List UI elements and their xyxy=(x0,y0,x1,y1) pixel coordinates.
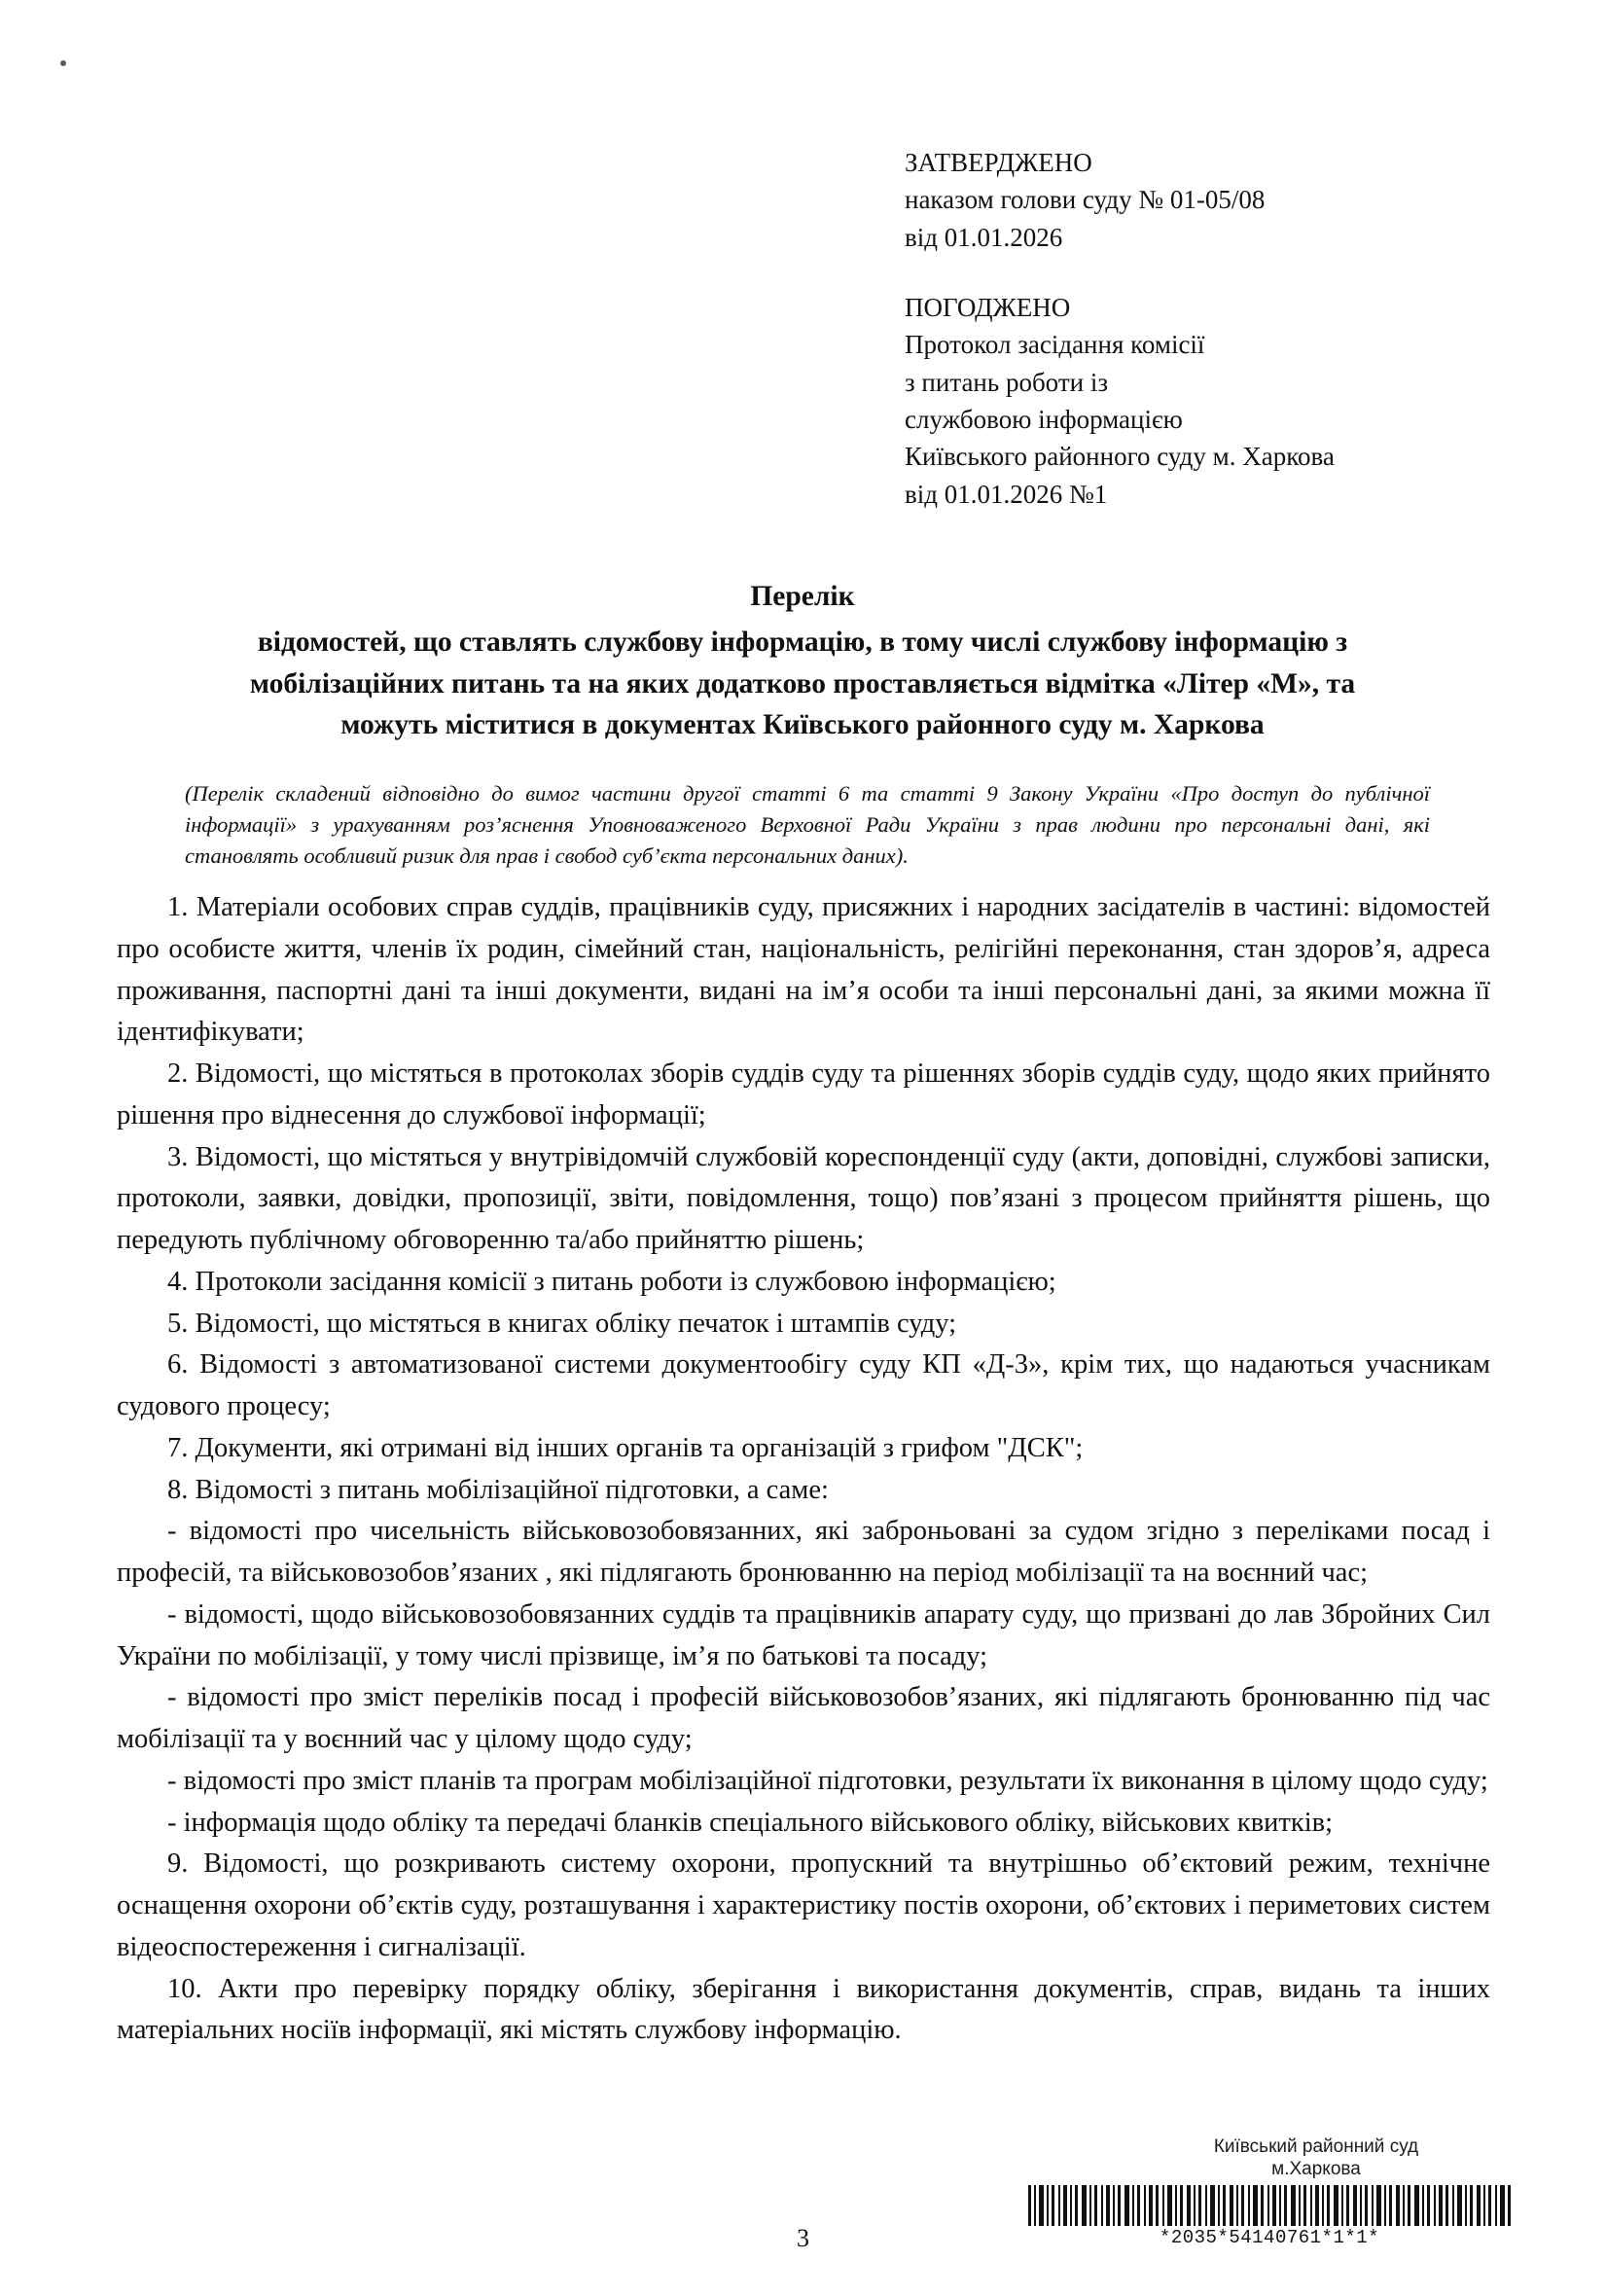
court-stamp-line-2: м.Харкова xyxy=(1271,2158,1361,2179)
approval-block xyxy=(905,144,1527,513)
body-paragraph: - відомості, щодо військовозобовязанних суддів та працівників апарату суду, що призвані до лав Збройних Сил України по мобілізації, у тому числі прізвище, ім’я по батькові та посаду; xyxy=(117,1598,1490,1671)
agreed-label: ПОГОДЖЕНО xyxy=(905,292,1071,322)
body-paragraph: 7. Документи, які отримані від інших органів та організацій з грифом "ДСК"; xyxy=(167,1432,1084,1463)
agreed-line-1: Протокол засідання комісії xyxy=(905,330,1205,360)
body-paragraph: - відомості про чисельність військовозобовязанних, які заброньовані за судом згідно з переліками посад і професій, та військовозобов’язаних , які підлягають бронюванню на період мобілізації та на воєнний час; xyxy=(117,1516,1490,1588)
body-paragraph: 5. Відомості, що містяться в книгах обліку печаток і штампів суду; xyxy=(167,1308,956,1339)
title-line-3: можуть міститися в документах Київського районного суду м. Харкова xyxy=(340,709,1265,741)
body-paragraph: - інформація щодо обліку та передачі бланків спеціального військового обліку, військових квитків; xyxy=(167,1807,1334,1838)
body-paragraph: 9. Відомості, що розкривають систему охорони, пропускний та внутрішньо об’єктовий режим, технічне оснащення охорони об’єктів суду, розташування і характеристику постів охорони, об’єктових і периметових систем відеоспостереження і сигналізації. xyxy=(117,1848,1490,1962)
court-stamp xyxy=(1141,2136,1491,2181)
approved-line-1: наказом голови суду № 01-05/08 xyxy=(905,185,1266,215)
approved-line-2: від 01.01.2026 xyxy=(905,222,1063,252)
legal-note: (Перелік складений відповідно до вимог частини другої статті 6 та статті 9 Закону України «Про доступ до публічної інформації» з урахуванням роз’яснення Уповноваженого Верховної Ради України з прав людини про персональні дані, які становлять особливий ризик для прав і свобод суб’єкта персональних даних). xyxy=(185,781,1430,868)
barcode-icon xyxy=(1026,2185,1513,2226)
barcode-number: *2035*54140761*1*1* xyxy=(1159,2227,1380,2248)
title-heading: Перелік xyxy=(750,581,855,612)
body-paragraph: 2. Відомості, що містяться в протоколах зборів суддів суду та рішеннях зборів суддів суду, щодо яких прийнято рішення про віднесення до службової інформації; xyxy=(117,1058,1490,1130)
body-paragraph: 3. Відомості, що містяться у внутрівідомчій службовій кореспонденції суду (акти, доповідні, службові записки, протоколи, заявки, довідки, пропозиції, звіти, повідомлення, тощо) пов’язані з процесом прийняття рішень, що передують публічному обговоренню та/або прийняттю рішень; xyxy=(117,1141,1490,1255)
court-stamp-line-1: Київський районний суд xyxy=(1213,2136,1419,2157)
page-number: 3 xyxy=(797,2224,809,2252)
document-body xyxy=(117,887,1490,2052)
agreed-line-4: Київського районного суду м. Харкова xyxy=(905,442,1335,472)
body-paragraph: 8. Відомості з питань мобілізаційної підготовки, а саме: xyxy=(167,1474,829,1505)
agreed-line-3: службовою інформацією xyxy=(905,404,1183,434)
page-speck xyxy=(60,60,66,66)
body-paragraph: - відомості про зміст планів та програм мобілізаційної підготовки, результати їх виконання в цілому щодо суду; xyxy=(167,1765,1488,1796)
title-line-1: відомостей, що ставлять службову інформацію, в тому числі службову інформацію з xyxy=(257,626,1348,658)
agreed-line-5: від 01.01.2026 №1 xyxy=(905,479,1108,509)
body-paragraph: 10. Акти про перевірку порядку обліку, зберігання і використання документів, справ, видань та інших матеріальних носіїв інформації, які містять службову інформацію. xyxy=(117,1973,1490,2046)
approved-label: ЗАТВЕРДЖЕНО xyxy=(905,148,1092,177)
body-paragraph: - відомості про зміст переліків посад і професій військовозобов’язаних, які підлягають бронюванню під час мобілізації та у воєнний час у цілому щодо суду; xyxy=(117,1682,1490,1754)
approval-spacer xyxy=(905,256,1527,289)
body-paragraph: 1. Матеріали особових справ суддів, працівників суду, присяжних і народних засідателів в частині: відомостей про особисте життя, членів їх родин, сімейний стан, національність, релігійні переконання, стан здоров’я, адреса проживання, паспортні дані та інші документи, видані на ім’я особи та інші персональні дані, за якими можна її ідентифікувати; xyxy=(117,892,1490,1048)
agreed-line-2: з питань роботи із xyxy=(905,367,1108,397)
title-line-2: мобілізаційних питань та на яких додатково проставляється відмітка «Літер «М», та xyxy=(249,667,1356,700)
page-title xyxy=(117,576,1488,746)
body-paragraph: 6. Відомості з автоматизованої системи документообігу суду КП «Д-3», крім тих, що надаються учасникам судового процесу; xyxy=(117,1349,1490,1421)
body-paragraph: 4. Протоколи засідання комісії з питань роботи із службовою інформацією; xyxy=(167,1266,1056,1297)
